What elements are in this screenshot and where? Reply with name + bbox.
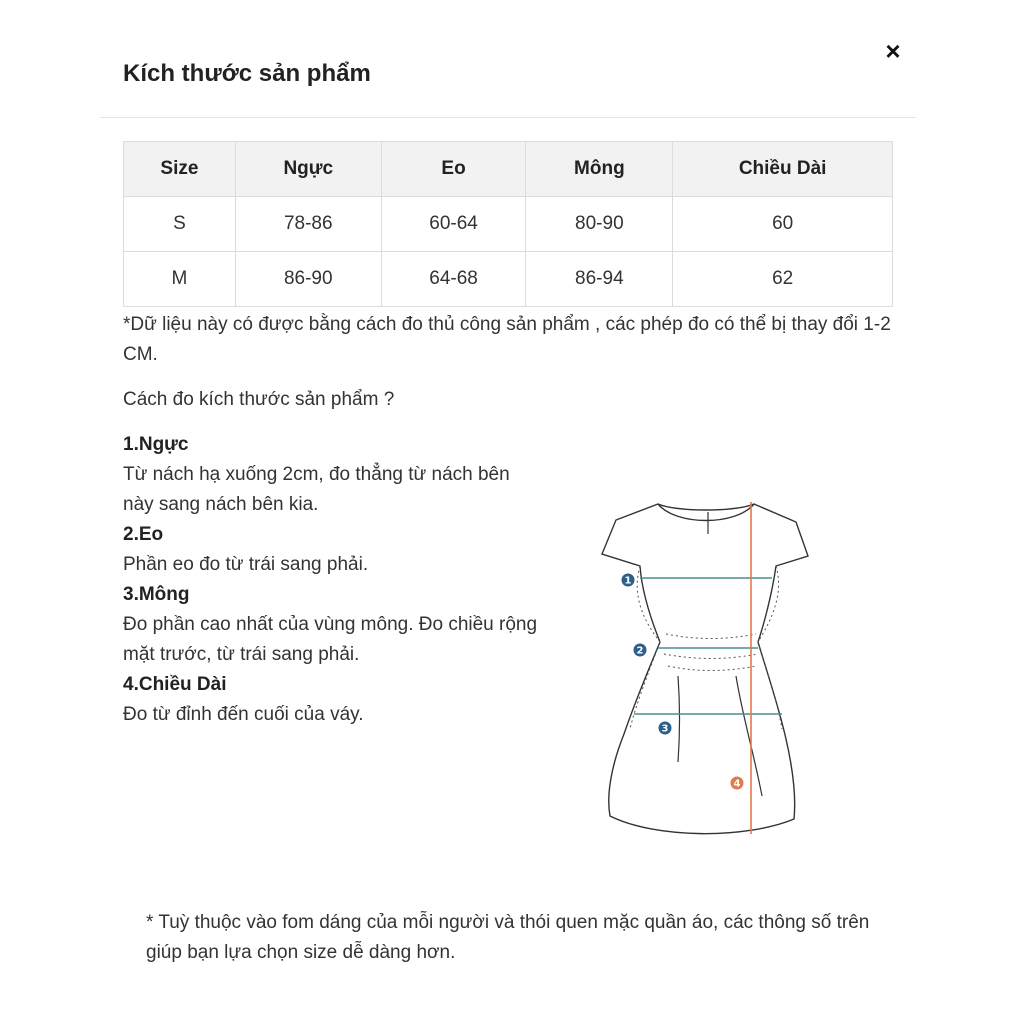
table-cell: 80-90 xyxy=(526,197,673,252)
marker-2-label: 2 xyxy=(636,645,644,657)
marker-4-label: 4 xyxy=(733,778,741,790)
measurement-note: *Dữ liệu này có được bằng cách đo thủ công sản phẩm , các phép đo có thể bị thay đổi 1-2 CM. xyxy=(123,314,891,365)
table-header-row xyxy=(124,142,893,197)
guide-heading-waist: 2.Eo xyxy=(123,524,164,545)
marker-3-label: 3 xyxy=(661,723,669,735)
measurement-guide xyxy=(123,430,543,730)
howto-title: Cách đo kích thước sản phẩm ? xyxy=(123,389,395,410)
column-header-chest: Ngực xyxy=(235,142,381,197)
column-header-waist: Eo xyxy=(381,142,526,197)
table-cell: 62 xyxy=(673,252,893,307)
table-cell: 60-64 xyxy=(381,197,526,252)
guide-heading-length: 4.Chiều Dài xyxy=(123,674,227,695)
footer-note: * Tuỳ thuộc vào fom dáng của mỗi người và thói quen mặc quần áo, các thông số trên giúp bạn lựa chọn size dễ dàng hơn. xyxy=(146,912,870,963)
guide-text-length: Đo từ đỉnh đến cuối của váy. xyxy=(123,704,364,725)
size-table xyxy=(123,141,893,307)
dress-measurement-icon xyxy=(596,494,816,839)
column-header-size: Size xyxy=(124,142,236,197)
table-cell: 64-68 xyxy=(381,252,526,307)
guide-heading-chest: 1.Ngực xyxy=(123,434,189,455)
guide-heading-hip: 3.Mông xyxy=(123,584,190,605)
table-cell: M xyxy=(124,252,236,307)
table-cell: 86-90 xyxy=(235,252,381,307)
header-divider xyxy=(100,117,916,118)
column-header-length: Chiều Dài xyxy=(673,142,893,197)
close-button[interactable] xyxy=(876,34,910,68)
table-cell: 60 xyxy=(673,197,893,252)
guide-text-chest: Từ nách hạ xuống 2cm, đo thẳng từ nách bên này sang nách bên kia. xyxy=(123,464,510,515)
table-row xyxy=(124,252,893,307)
page-title: Kích thước sản phẩm xyxy=(123,60,371,87)
close-icon: × xyxy=(885,35,901,66)
guide-text-hip: Đo phần cao nhất của vùng mông. Đo chiều rộng mặt trước, từ trái sang phải. xyxy=(123,614,538,665)
guide-text-waist: Phần eo đo từ trái sang phải. xyxy=(123,554,369,575)
column-header-hip: Mông xyxy=(526,142,673,197)
table-cell: S xyxy=(124,197,236,252)
table-cell: 86-94 xyxy=(526,252,673,307)
table-cell: 78-86 xyxy=(235,197,381,252)
table-row xyxy=(124,197,893,252)
marker-1-label: 1 xyxy=(624,575,632,587)
